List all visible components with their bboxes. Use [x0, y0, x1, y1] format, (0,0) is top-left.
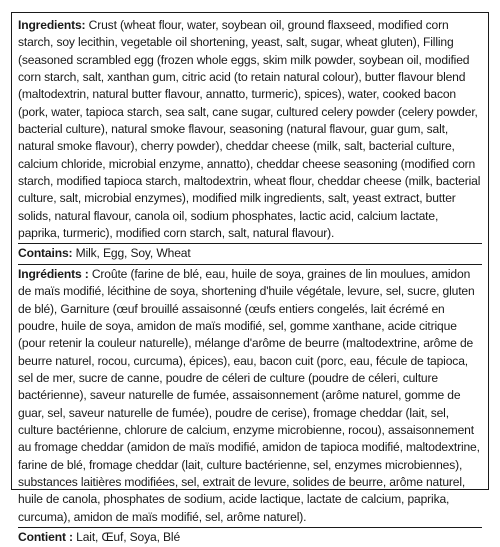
- contains-en-text: Milk, Egg, Soy, Wheat: [75, 246, 191, 261]
- ingredients-en-paragraph: [18, 17, 482, 244]
- contains-fr-paragraph: [18, 529, 482, 547]
- contains-fr-heading: Contient :: [18, 529, 73, 544]
- ingredients-en-heading: Ingredients:: [18, 18, 86, 32]
- ingredients-fr-text: Croûte (farine de blé, eau, huile de soya, graines de lin moulues, amidon de maïs modifié, lécithine de soya, shortening d'huile végétale, levure, sel, sucre, gluten de blé), Garniture (œuf brouillé assaisonné (œufs entiers congelés, lait écrémé en poudre, huile de soya, amidon de maïs modifié, sel, gomme xanthane, acide citrique (pour retenir la couleur naturelle), mélange d'arôme de beurre (maltodextrine, arôme de beurre naturel, rocou, curcuma), épices), eau, bacon cuit (porc, eau, fécule de tapioca, sel de mer, sucre de canne, poudre de céleri de culture (poudre de céleri, culture bactérienne), saveur naturelle de fumée, assaisonnement (arôme naturel, gomme de guar, sel, saveur naturelle de fumée), poudre de cerise), fromage cheddar (lait, sel, culture bactérienne, chlorure de calcium, enzyme microbienne, rocou), assaisonnement au fromage cheddar (amidon de maïs modifié, amidon de tapioca modifié, maltodextrine, farine de blé, fromage cheddar (lait, culture bactérienne, sel, enzymes microbiennes), substances laitières modifiées, sel, extrait de levure, solides de beurre, arôme naturel, huile de canola, phosphates de sodium, acide lactique, lactate de calcium, paprika, curcuma), amidon de maïs modifié, sel, arôme naturel).: [18, 266, 480, 524]
- ingredients-label-panel: [11, 12, 489, 544]
- contains-en-heading: Contains:: [18, 246, 73, 261]
- contains-fr-text: Lait, Œuf, Soya, Blé: [76, 529, 181, 544]
- contains-en-paragraph: [18, 245, 482, 264]
- ingredients-fr-heading: Ingrédients :: [18, 266, 89, 281]
- ingredients-en-text: Crust (wheat flour, water, soybean oil, ground flaxseed, modified corn starch, soy lecithin, vegetable oil shortening, yeast, salt, sugar, wheat gluten), Filling (seasoned scrambled egg (frozen whole eggs, skim milk powder, soybean oil, modified corn starch, salt, xanthan gum, citric acid (to retain natural colour), butter flavour blend (maltodextrin, natural butter flavour, annatto, turmeric), spices), water, cooked bacon (pork, water, tapioca starch, sea salt, cane sugar, cultured celery powder (celery powder, bacterial culture), natural smoke flavour, seasoning (natural flavour, guar gum, salt, natural smoke flavour), cherry powder), cheddar cheese (milk, salt, bacterial culture, calcium chloride, microbial enzyme, annatto), cheddar cheese seasoning (modified corn starch, modified tapioca starch, maltodextrin, wheat flour, cheddar cheese (milk, bacterial culture, salt, microbial enzymes), modified milk ingredients, salt, yeast extract, butter solids, natural flavour, canola oil, sodium phosphates, lactic acid, calcium lactate, paprika, turmeric), modified corn starch, salt, natural flavour).: [18, 18, 481, 241]
- ingredients-fr-paragraph: [18, 266, 482, 528]
